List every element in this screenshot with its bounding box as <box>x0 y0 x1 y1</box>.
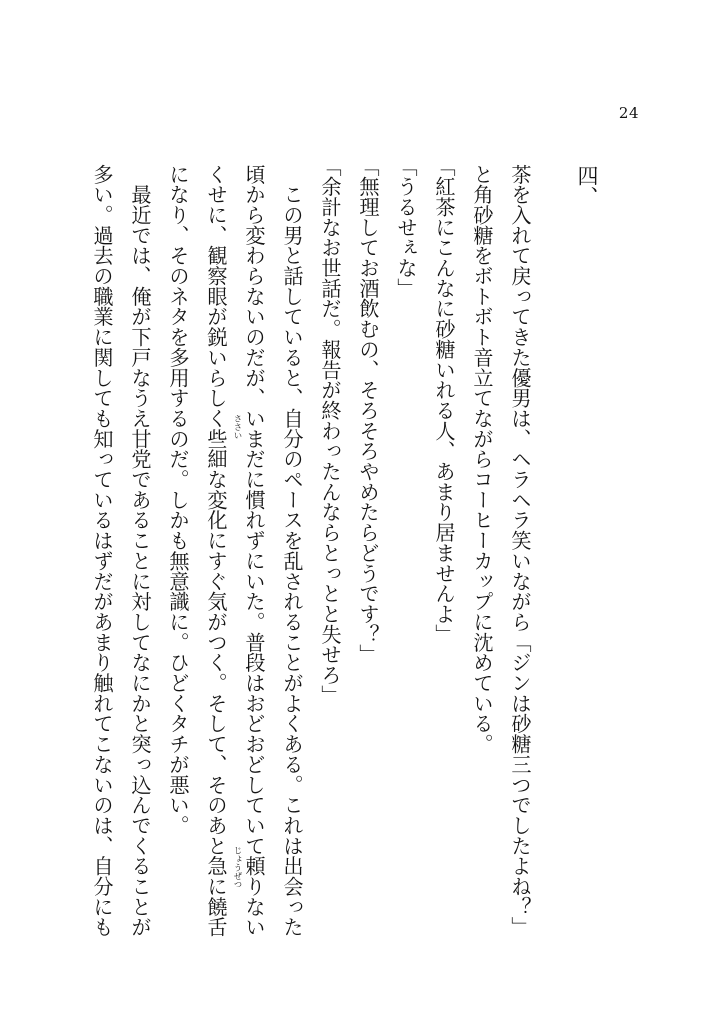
text-line-1: 茶を入れて戻ってきた優男は、ヘラヘラ笑いながら「ジンは砂糖三つでしたよね？」 <box>508 164 532 938</box>
text-line-6: 「余計なお世話だ。報告が終わったんならとっとと失せろ」 <box>318 156 342 706</box>
text-line-7: この男と話していると、自分のペースを乱されることがよくある。これは出会った <box>280 164 304 938</box>
text-line-5: 「無理してお酒飲むの、そろそろやめたらどうです？」 <box>356 156 380 665</box>
text-line-10: になり、そのネタを多用するのだ。しかも無意識に。ひどくタチが悪い。 <box>166 164 190 836</box>
text-line-11: 最近では、俺が下戸なうえ甘党であることに対してなにかと突っ込んでくることが <box>128 164 152 938</box>
text-line-12: 多い。過去の職業に関しても知っているはずだがあまり触れてこないのは、自分にも <box>90 164 114 938</box>
page-number: 24 <box>618 104 639 122</box>
text-line-8: 頃から変わらないのだが、いまだに慣れずにいた。普段はおどおどしていて頼りない <box>242 164 266 938</box>
text-line-9: くせに、観察眼が鋭いらしく些細な変化にすぐ気がつく。そして、そのあと急に饒舌 <box>204 164 228 938</box>
furigana-jouzetsu: じょうぜつ <box>232 846 242 889</box>
text-line-4: 「うるせぇな」 <box>394 156 418 299</box>
furigana-sasai: ささい <box>232 414 242 440</box>
text-line-3: 「紅茶にこんなに砂糖いれる人、あまり居ませんよ」 <box>432 156 456 645</box>
text-line-2: と角砂糖をボトボト音立てながらコーヒーカップに沈めている。 <box>470 164 494 755</box>
chapter-heading: 四、 <box>575 165 599 208</box>
